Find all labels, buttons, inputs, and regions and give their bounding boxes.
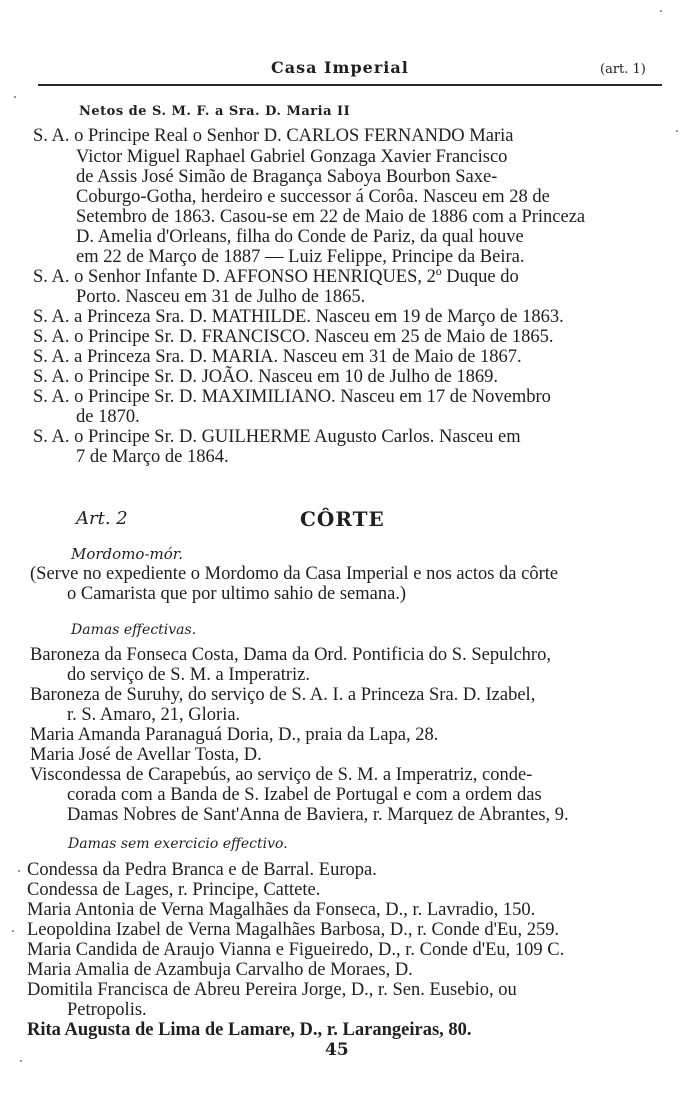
section-heading-netos: Netos de S. M. F. a Sra. D. Maria II xyxy=(79,104,351,119)
text-line: r. S. Amaro, 21, Gloria. xyxy=(67,705,241,725)
text-line: de 1870. xyxy=(76,407,140,427)
text-line: Maria Amalia de Azambuja Carvalho de Moraes, D. xyxy=(27,960,413,980)
text-line: o Camarista que por ultimo sahio de semana.) xyxy=(67,584,407,604)
text-line: Porto. Nasceu em 31 de Julho de 1865. xyxy=(76,287,366,307)
text-line: S. A. a Princeza Sra. D. MATHILDE. Nasceu em 19 de Março de 1863. xyxy=(33,307,564,327)
running-header-article-ref: (art. 1) xyxy=(600,62,646,77)
subheading-damas-effectivas: Damas effectivas. xyxy=(71,622,197,638)
text-line: do serviço de S. M. a Imperatriz. xyxy=(67,665,310,685)
text-line: S. A. o Principe Sr. D. FRANCISCO. Nasceu em 25 de Maio de 1865. xyxy=(33,327,554,347)
text-line: Condessa da Pedra Branca e de Barral. Europa. xyxy=(27,860,377,880)
page-number: 45 xyxy=(325,1040,349,1060)
text-line: Baroneza de Suruhy, do serviço de S. A. I. a Princeza Sra. D. Izabel, xyxy=(30,685,536,705)
text-line: Domitila Francisca de Abreu Pereira Jorge, D., r. Sen. Eusebio, ou xyxy=(27,980,517,1000)
text-line: Viscondessa de Carapebús, ao serviço de S. M. a Imperatriz, conde- xyxy=(30,765,533,785)
text-line: Leopoldina Izabel de Verna Magalhães Barbosa, D., r. Conde d'Eu, 259. xyxy=(27,920,560,940)
text-line: Condessa de Lages, r. Principe, Cattete. xyxy=(27,880,321,900)
print-speck xyxy=(676,130,678,132)
header-rule xyxy=(38,84,662,86)
text-line: Maria Candida de Araujo Vianna e Figueiredo, D., r. Conde d'Eu, 109 C. xyxy=(27,940,565,960)
text-line: 7 de Março de 1864. xyxy=(76,447,229,467)
text-line: Damas Nobres de Sant'Anna de Baviera, r. Marquez de Abrantes, 9. xyxy=(67,805,569,825)
text-line: (Serve no expediente o Mordomo da Casa Imperial e nos actos da côrte xyxy=(30,564,559,584)
section-title-corte: CÔRTE xyxy=(300,507,385,531)
text-line: Petropolis. xyxy=(67,1000,147,1020)
text-line: S. A. o Principe Sr. D. JOÃO. Nasceu em 10 de Julho de 1869. xyxy=(33,367,499,387)
print-speck xyxy=(20,1060,22,1062)
text-line: Coburgo-Gotha, herdeiro e successor á Corôa. Nasceu em 28 de xyxy=(76,187,550,207)
text-line: Baroneza da Fonseca Costa, Dama da Ord. Pontificia do S. Sepulchro, xyxy=(30,645,551,665)
text-line: Maria Antonia de Verna Magalhães da Fonseca, D., r. Lavradio, 150. xyxy=(27,900,536,920)
text-line: em 22 de Março de 1887 — Luiz Felippe, Principe da Beira. xyxy=(76,247,525,267)
text-line: Setembro de 1863. Casou-se em 22 de Maio de 1886 com a Princeza xyxy=(76,207,586,227)
subheading-mordomo: Mordomo-mór. xyxy=(71,545,184,563)
text-line: Rita Augusta de Lima de Lamare, D., r. Larangeiras, 80. xyxy=(27,1020,472,1040)
text-line: S. A. a Princeza Sra. D. MARIA. Nasceu em 31 de Maio de 1867. xyxy=(33,347,522,367)
text-line: S. A. o Principe Real o Senhor D. CARLOS FERNANDO Maria xyxy=(33,126,514,146)
text-line: S. A. o Principe Sr. D. GUILHERME Augusto Carlos. Nasceu em xyxy=(33,427,521,447)
print-speck xyxy=(12,930,14,932)
text-line: de Assis José Simão de Bragança Saboya Bourbon Saxe- xyxy=(76,167,498,187)
text-line: D. Amelia d'Orleans, filha do Conde de Pariz, da qual houve xyxy=(76,227,524,247)
text-line: corada com a Banda de S. Izabel de Portugal e com a ordem das xyxy=(67,785,542,805)
article-label: Art. 2 xyxy=(76,508,128,529)
text-line: Maria Amanda Paranaguá Doria, D., praia da Lapa, 28. xyxy=(30,725,439,745)
print-speck xyxy=(660,10,662,12)
text-line: S. A. o Senhor Infante D. AFFONSO HENRIQUES, 2º Duque do xyxy=(33,267,519,287)
print-speck xyxy=(18,870,20,872)
text-line: Maria José de Avellar Tosta, D. xyxy=(30,745,262,765)
text-line: S. A. o Principe Sr. D. MAXIMILIANO. Nasceu em 17 de Novembro xyxy=(33,387,551,407)
text-line: Victor Miguel Raphael Gabriel Gonzaga Xavier Francisco xyxy=(76,147,508,167)
subheading-damas-sem-exercicio: Damas sem exercicio effectivo. xyxy=(68,836,288,852)
running-header-title: Casa Imperial xyxy=(271,58,409,77)
print-speck xyxy=(14,96,16,98)
